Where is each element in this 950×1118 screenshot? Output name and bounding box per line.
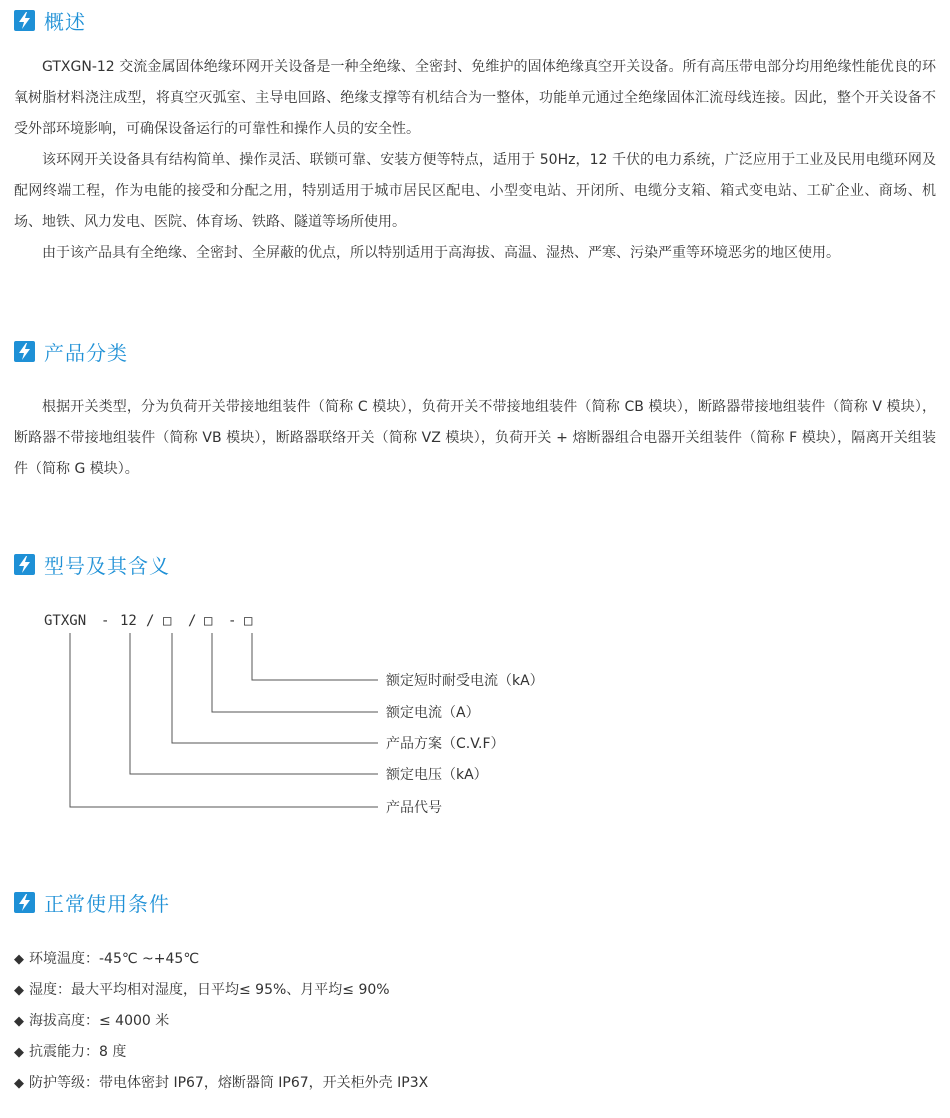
code-part-withstand: □ [244,613,253,629]
section-title-classification [14,338,128,364]
label-product-code: 产品代号 [386,800,442,816]
label-product-scheme: 产品方案（C.V.F） [386,736,505,752]
lightning-bolt-icon [14,10,35,31]
model-code-diagram [0,600,950,830]
connector-line-current [212,633,378,712]
diamond-bullet-icon: ◆ [14,983,24,998]
section-title-text: 概述 [44,9,86,34]
overview-paragraph-3: 由于该产品具有全绝缘、全密封、全屏蔽的优点，所以特别适用于高海拔、高温、湿热、严寒、污染严重等环境恶劣的地区使用。 [42,245,840,261]
code-part-separator: / [146,613,155,629]
diamond-bullet-icon: ◆ [14,1045,24,1060]
list-item: ◆ 环境温度：-45℃ ~+45℃ [14,951,200,967]
connector-line-voltage [130,633,378,774]
section-title-overview [14,7,86,33]
code-part-scheme: □ [163,613,172,629]
connector-line-scheme [172,633,378,743]
code-part-product: GTXGN [44,613,87,629]
overview-paragraph-2: 该环网开关设备具有结构简单、操作灵活、联锁可靠、安装方便等特点，适用于 50Hz，12 千伏的电力系统，广泛应用于工业及民用电缆环网及配网终端工程，作为电能的接受和分配之用，特别适用于城市居民区配电、小型变电站、开闭所、电缆分支箱、箱式变电站、工矿企业、商场、机场、地铁、风力发电、医院、体育场、铁路、隧道等场所使用。 [14,152,936,230]
label-rated-current: 额定电流（A） [386,705,480,721]
diamond-bullet-icon: ◆ [14,1076,24,1091]
overview-paragraph-1: GTXGN-12 交流金属固体绝缘环网开关设备是一种全绝缘、全密封、免维护的固体绝缘真空开关设备。所有高压带电部分均用绝缘性能优良的环氧树脂材料浇注成型，将真空灭弧室、主导电回路、绝缘支撑等有机结合为一整体，功能单元通过全绝缘固体汇流母线连接。因此，整个开关设备不受外部环境影响，可确保设备运行的可靠性和操作人员的安全性。 [14,59,936,137]
section-title-text: 产品分类 [44,340,128,365]
section-title-model [14,551,170,577]
code-part-current: □ [204,613,213,629]
section-title-text: 型号及其含义 [44,553,170,578]
list-item: ◆ 抗震能力：8 度 [14,1044,127,1060]
code-part-separator: - [101,613,110,629]
code-part-separator: / [188,613,197,629]
label-withstand-current: 额定短时耐受电流（kA） [386,673,544,689]
section-title-text: 正常使用条件 [44,891,170,916]
list-item: ◆ 海拔高度：≤ 4000 米 [14,1013,170,1029]
lightning-bolt-icon [14,892,35,913]
diamond-bullet-icon: ◆ [14,952,24,967]
code-part-voltage: 12 [120,613,137,629]
section-title-conditions [14,889,170,915]
list-item: ◆ 湿度：最大平均相对湿度，日平均≤ 95%、月平均≤ 90% [14,982,390,998]
connector-line-withstand [252,633,378,680]
classification-paragraph: 根据开关类型，分为负荷开关带接地组装件（简称 C 模块），负荷开关不带接地组装件（简称 CB 模块），断路器带接地组装件（简称 V 模块），断路器不带接地组装件（简称 VB 模块），断路器联络开关（简称 VZ 模块），负荷开关 + 熔断器组合电器开关组装件（简称 F 模块），隔离开关组装件（简称 G 模块）。 [14,399,936,477]
label-rated-voltage: 额定电压（kA） [386,767,488,783]
connector-line-product [70,633,378,807]
diamond-bullet-icon: ◆ [14,1014,24,1029]
conditions-list [14,944,428,1099]
list-item: ◆ 防护等级：带电体密封 IP67，熔断器筒 IP67，开关柜外壳 IP3X [14,1075,429,1091]
code-part-separator: - [228,613,237,629]
lightning-bolt-icon [14,341,35,362]
lightning-bolt-icon [14,554,35,575]
